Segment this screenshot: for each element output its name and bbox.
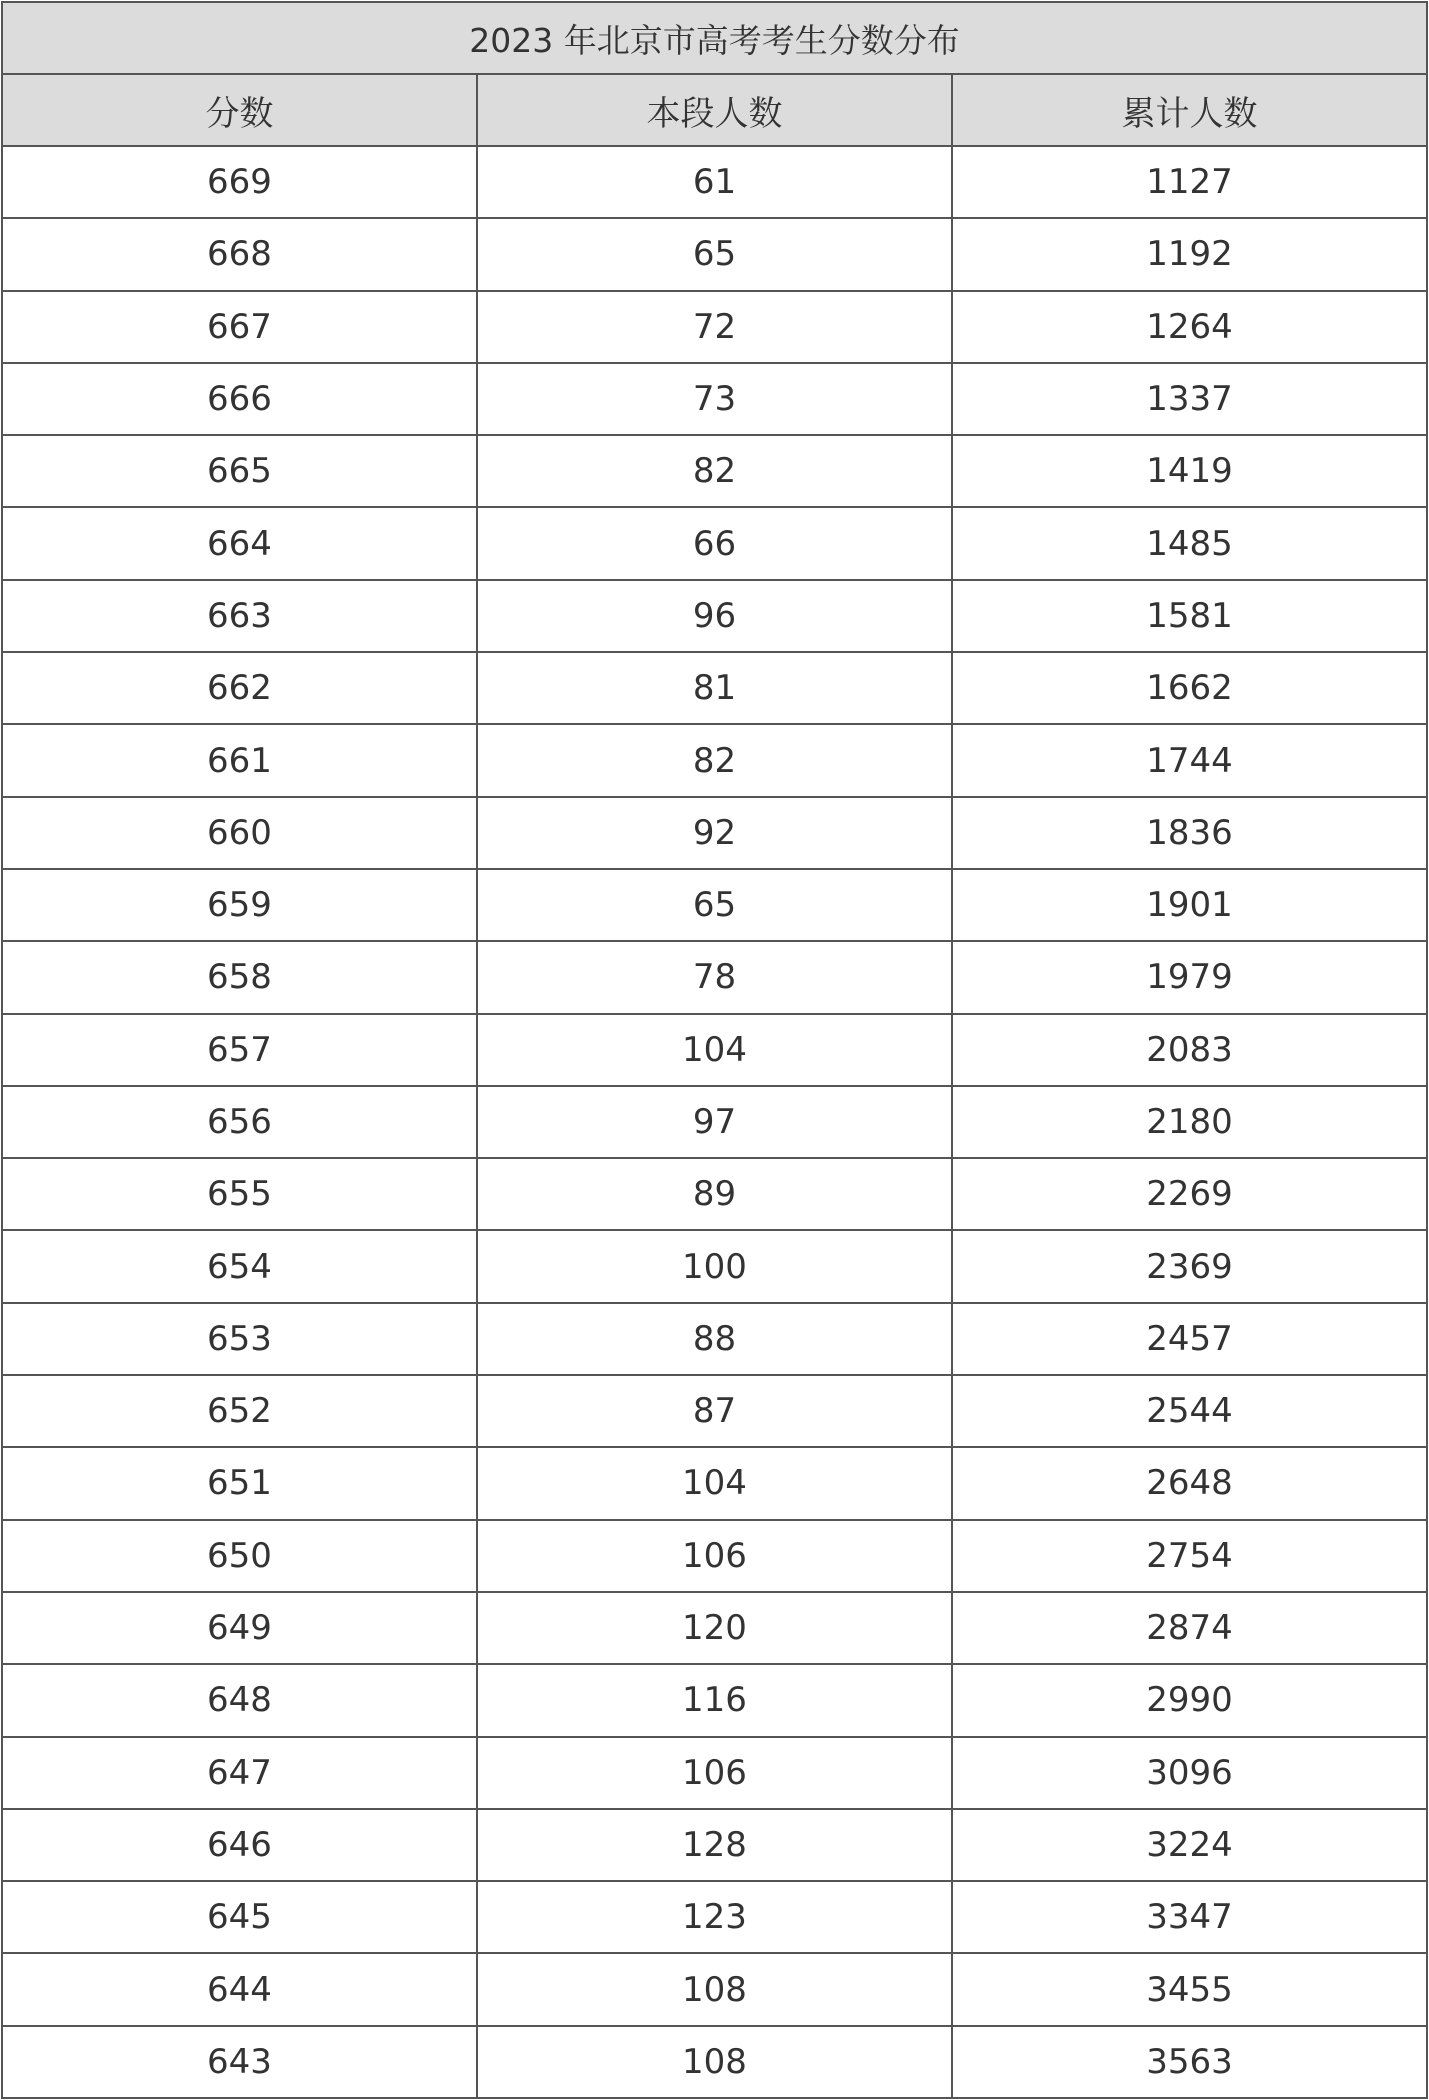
table-title-row [2,2,1427,74]
table-row [2,1014,1427,1086]
table-row [2,1953,1427,2025]
cell-score: 659 [2,869,477,941]
cell-count: 100 [477,1230,952,1302]
cell-count: 89 [477,1158,952,1230]
column-header-count: 本段人数 [477,74,952,146]
cell-cumulative: 3563 [952,2026,1427,2098]
cell-count: 73 [477,363,952,435]
cell-score: 652 [2,1375,477,1447]
table-row [2,1881,1427,1953]
cell-cumulative: 1264 [952,291,1427,363]
cell-count: 92 [477,797,952,869]
cell-score: 660 [2,797,477,869]
cell-score: 643 [2,2026,477,2098]
column-header-score: 分数 [2,74,477,146]
cell-count: 97 [477,1086,952,1158]
cell-count: 104 [477,1447,952,1519]
table-header-row [2,74,1427,146]
cell-score: 658 [2,941,477,1013]
table-row [2,941,1427,1013]
table-row [2,652,1427,724]
cell-count: 65 [477,218,952,290]
cell-count: 104 [477,1014,952,1086]
cell-cumulative: 2083 [952,1014,1427,1086]
cell-count: 87 [477,1375,952,1447]
cell-cumulative: 3455 [952,1953,1427,2025]
cell-score: 644 [2,1953,477,2025]
cell-score: 666 [2,363,477,435]
table-row [2,797,1427,869]
cell-count: 108 [477,1953,952,2025]
table-row [2,1230,1427,1302]
cell-cumulative: 2648 [952,1447,1427,1519]
cell-score: 668 [2,218,477,290]
cell-cumulative: 1662 [952,652,1427,724]
cell-count: 65 [477,869,952,941]
table-row [2,291,1427,363]
table-row [2,1592,1427,1664]
cell-cumulative: 3347 [952,1881,1427,1953]
cell-score: 669 [2,146,477,218]
cell-count: 120 [477,1592,952,1664]
cell-count: 128 [477,1809,952,1881]
table-row [2,1303,1427,1375]
cell-count: 96 [477,580,952,652]
cell-score: 664 [2,507,477,579]
table-row [2,1158,1427,1230]
cell-count: 82 [477,724,952,796]
cell-cumulative: 2369 [952,1230,1427,1302]
cell-score: 657 [2,1014,477,1086]
table-row [2,435,1427,507]
cell-score: 653 [2,1303,477,1375]
cell-count: 78 [477,941,952,1013]
cell-score: 646 [2,1809,477,1881]
table-row [2,1086,1427,1158]
table-row [2,1520,1427,1592]
table-row [2,507,1427,579]
cell-cumulative: 2990 [952,1664,1427,1736]
cell-score: 651 [2,1447,477,1519]
table-row [2,2026,1427,2098]
cell-count: 82 [477,435,952,507]
cell-count: 123 [477,1881,952,1953]
score-distribution-table [1,1,1428,2099]
cell-cumulative: 2180 [952,1086,1427,1158]
cell-score: 655 [2,1158,477,1230]
cell-score: 647 [2,1737,477,1809]
cell-cumulative: 1979 [952,941,1427,1013]
cell-count: 88 [477,1303,952,1375]
table-row [2,146,1427,218]
cell-count: 81 [477,652,952,724]
cell-count: 116 [477,1664,952,1736]
cell-count: 66 [477,507,952,579]
cell-score: 648 [2,1664,477,1736]
cell-cumulative: 1192 [952,218,1427,290]
table-row [2,1664,1427,1736]
cell-cumulative: 2874 [952,1592,1427,1664]
cell-score: 665 [2,435,477,507]
cell-count: 108 [477,2026,952,2098]
cell-cumulative: 1744 [952,724,1427,796]
cell-cumulative: 1901 [952,869,1427,941]
cell-score: 663 [2,580,477,652]
cell-cumulative: 2544 [952,1375,1427,1447]
cell-cumulative: 1337 [952,363,1427,435]
cell-cumulative: 1127 [952,146,1427,218]
cell-cumulative: 2269 [952,1158,1427,1230]
cell-score: 649 [2,1592,477,1664]
cell-cumulative: 3224 [952,1809,1427,1881]
cell-count: 106 [477,1520,952,1592]
cell-score: 654 [2,1230,477,1302]
cell-cumulative: 2457 [952,1303,1427,1375]
table-row [2,1447,1427,1519]
table-row [2,869,1427,941]
cell-cumulative: 1581 [952,580,1427,652]
table-row [2,724,1427,796]
cell-count: 61 [477,146,952,218]
cell-score: 645 [2,1881,477,1953]
table-row [2,218,1427,290]
cell-score: 661 [2,724,477,796]
cell-cumulative: 1419 [952,435,1427,507]
cell-score: 667 [2,291,477,363]
cell-count: 106 [477,1737,952,1809]
cell-count: 72 [477,291,952,363]
cell-score: 662 [2,652,477,724]
table-row [2,1809,1427,1881]
table-row [2,1737,1427,1809]
cell-cumulative: 2754 [952,1520,1427,1592]
cell-cumulative: 1836 [952,797,1427,869]
cell-score: 656 [2,1086,477,1158]
table-body [2,146,1427,2098]
cell-score: 650 [2,1520,477,1592]
table-row [2,363,1427,435]
cell-cumulative: 1485 [952,507,1427,579]
table-title: 2023 年北京市高考考生分数分布 [2,2,1427,74]
table-row [2,1375,1427,1447]
table-row [2,580,1427,652]
column-header-cumulative: 累计人数 [952,74,1427,146]
cell-cumulative: 3096 [952,1737,1427,1809]
